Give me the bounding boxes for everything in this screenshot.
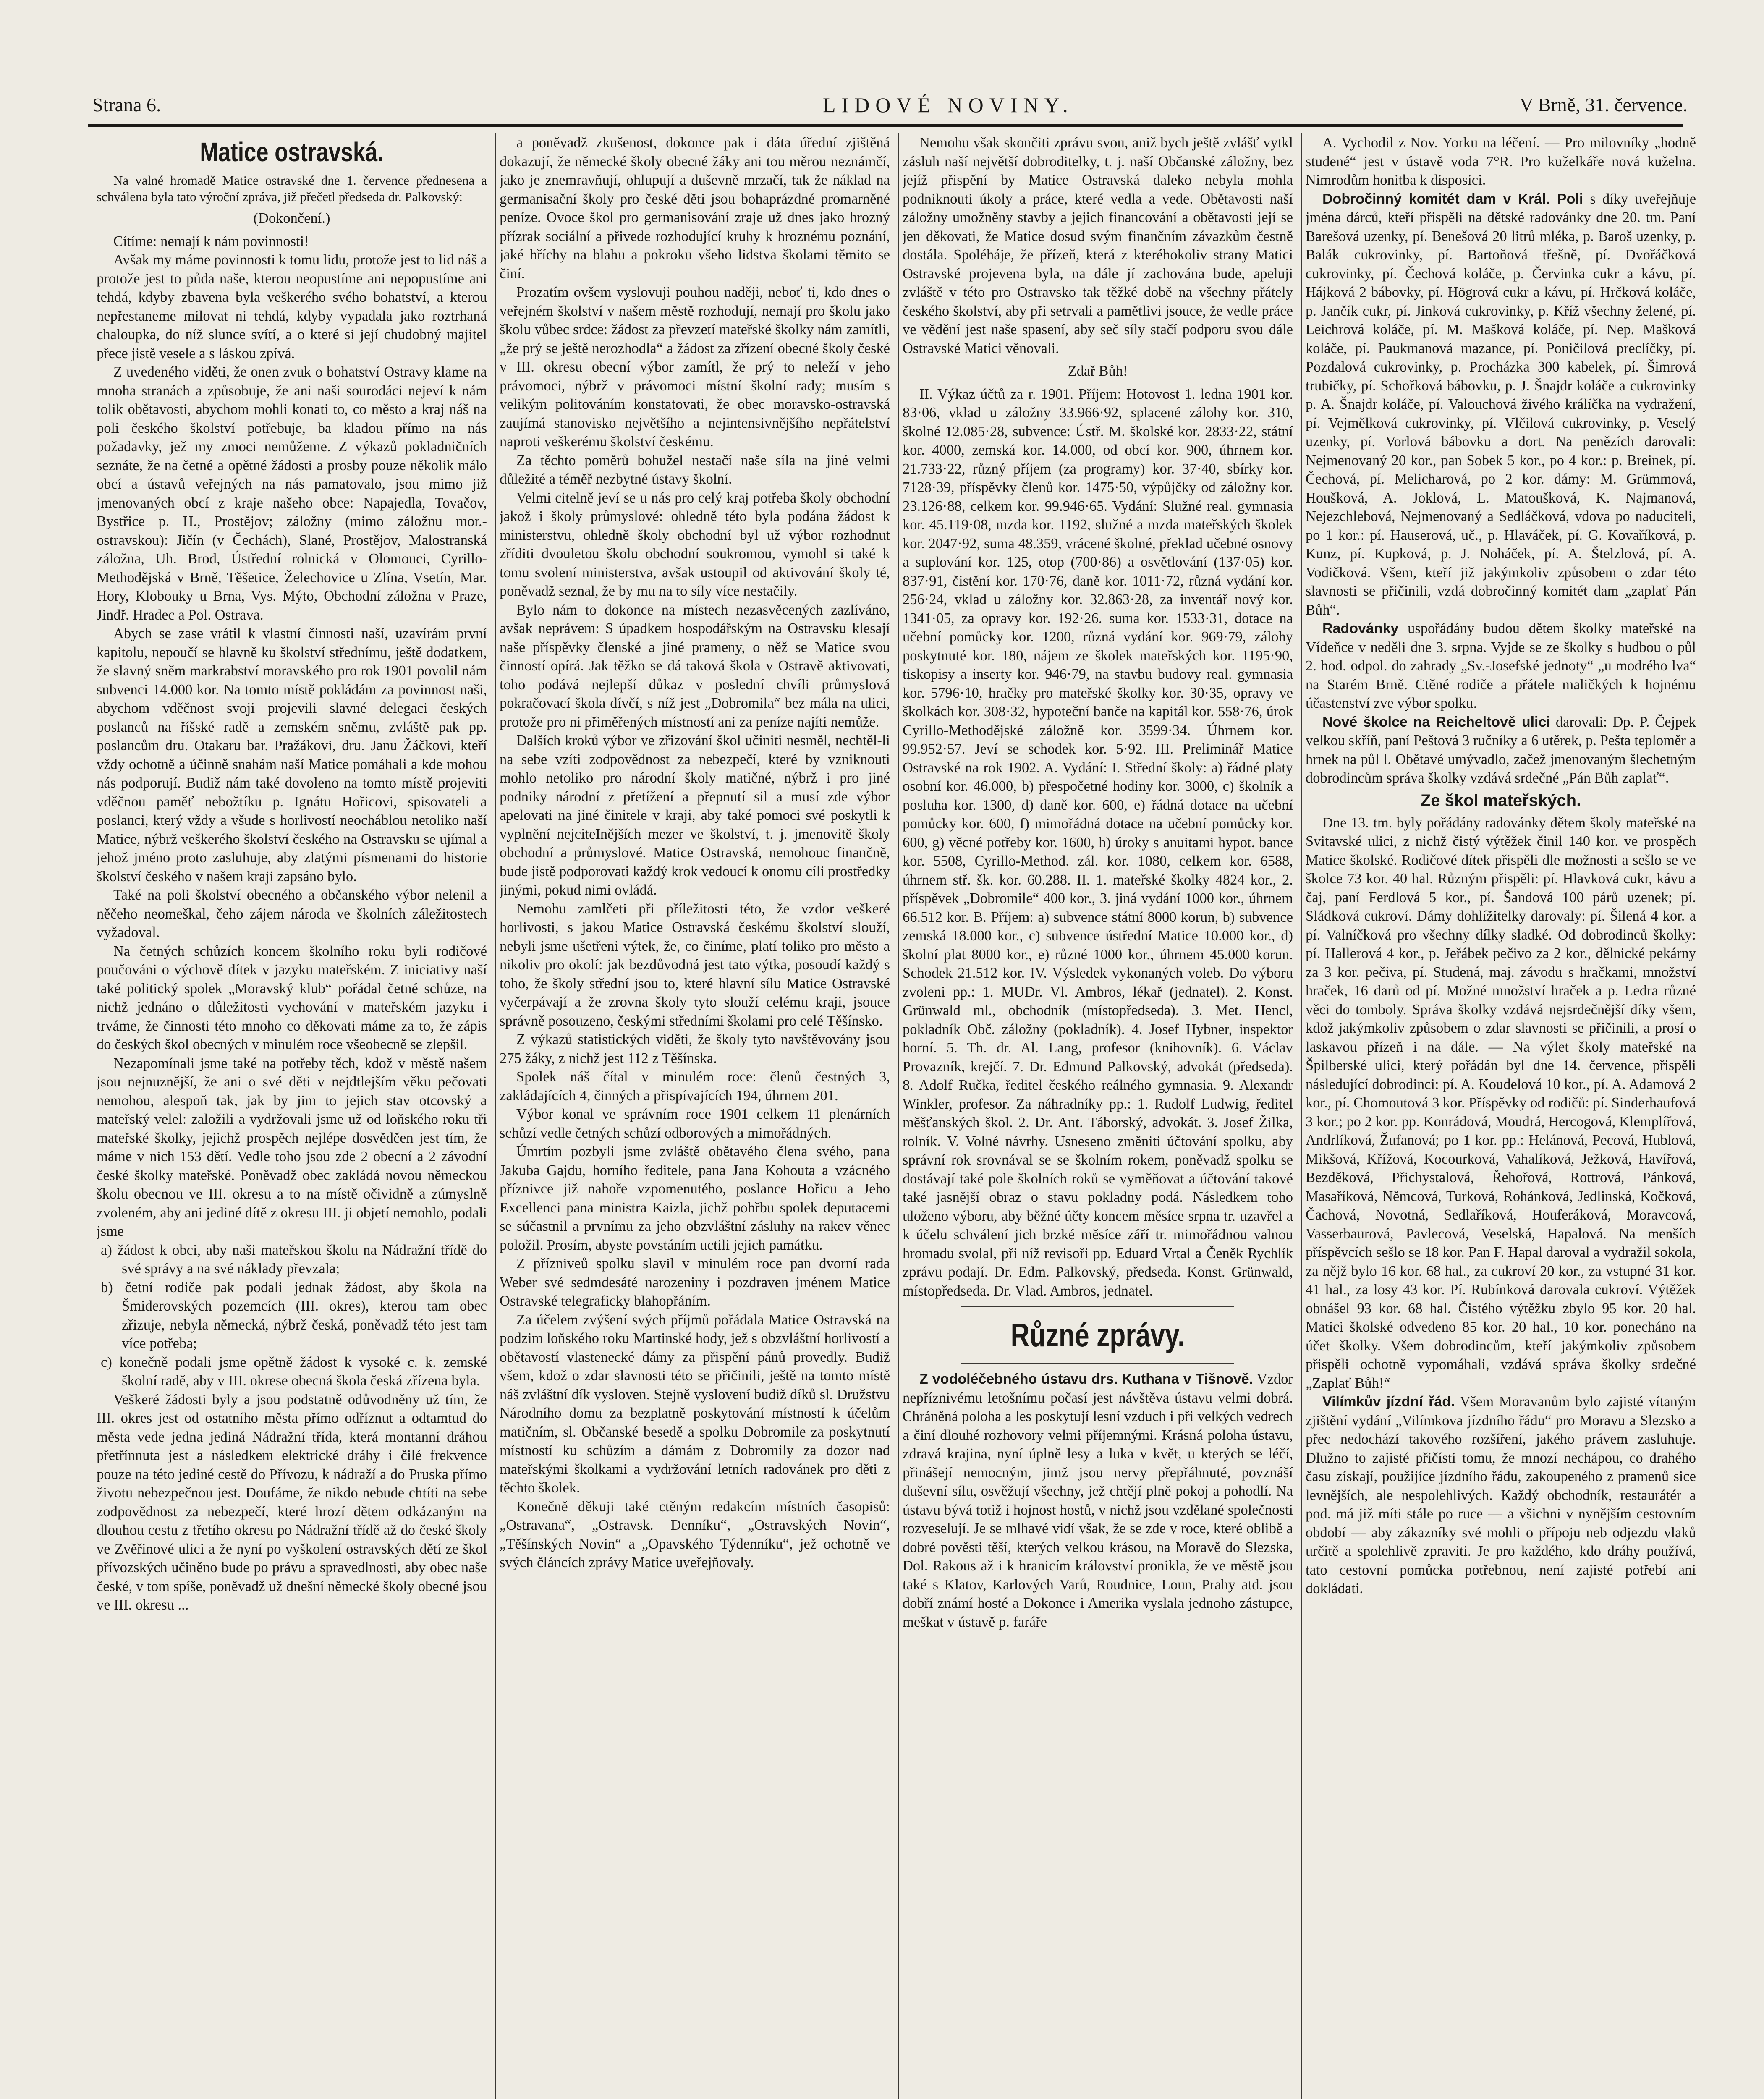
section-heading: Různé zprávy. (1010, 1316, 1185, 1353)
section-rule (961, 1363, 1234, 1364)
section-rule (961, 1306, 1234, 1307)
news-body: Vzdor nepříznivému letošnímu počasí jest návštěva ústavu velmi dobrá. Chráněná poloha a les poskytují lesní vzduch i při velkých vedrech a činí dlouhé rozhovory velmi příjemnými. Krásná poloha ústavu, zdravá krajina, nyní úplně lesy a luka v květ, u kterých se léčí, přinášejí nemocným, jimž jsou nervy přepřáhnuté, povznáší duševní sílu, osvěžují všechny, jež chtějí plně pokoj a pohodlí. Na ústavu bývá totiž i hojnost hostů, v nichž jsou vzdělané společnosti rozveselují. Je se mlhavé vidí však, že se zde v roce, které oblibě a dobré pověsti těší, kterých velkou krásou, na Moravě do Slezska, Dol. Rakous až i k hranicím království pronikla, že ve městě jsou také s Klatov, Karlových Varů, Roudnice, Loun, Prahy atd. jsou dobří známí hosté a Dokonce i Amerika vyslala jednoho zástupce, meškat v ústavě p. faráře (903, 1371, 1293, 1630)
news-body: darovali: Dp. P. Čejpek velkou skříň, paní Peštová 3 ručníky a 6 utěrek, p. Pešta teploměr a hrnek na půl l. Obětavé umývadlo, začež jmenovaným šlechetným dobrodincům správa školky vzdává srdečné „Pán Bůh zaplať“. (1306, 714, 1696, 786)
news-body: s díky uveřejňuje jména dárců, kteří přispěli na dětské radovánky dne 20. tm. Paní Barešová uzenky, pí. Benešová 20 litrů mléka, p. Baroš uzenky, p. Balák cukrovinky, pí. Bartoňová třešně, pí. Dvořáčková cukrovinky, pí. Čechová koláče, p. Červinka cukr a kávu, pí. Hájková 2 bábovky, pí. Högrová cukr a kávu, pí. Hrčková koláče, p. Jančík cukr, pí. Jinková cukrovinky, p. Kříž všechny želené, pí. Leichrová koláče, pí. M. Mašková koláče, pí. Nep. Mašková koláče, pí. Paukmanová mazance, pí. Poničilová preclíčky, pí. Pozdalová cukrovinky, p. Procházka 300 kabelek, pí. Šimrová trubičky, pí. Schořková bábovku, p. J. Šnajdr koláče a cukrovinky p. A. Šnajdr koláče, pí. Valouchová živého králíčka na vydražení, pí. Vejmělková cukrovinky, pí. Vlčilová cukrovinky, p. Veselý uzenky, pí. Vorlová bábovku a dort. Na penězích darovali: Nejmenovaný 20 kor., pan Sobek 5 kor., po 4 kor.: p. Breinek, pí. Čechová, pí. Melicharová, po 2 kor. dámy: M. Grümmová, Houšková, A. Joklová, L. Matoušková, K. Najmanová, Nejezchlebová, Nejmenovaný a Sedláčková, vdova po naduciteli, po 1 kor.: pí. Hauserová, uč., p. Hlaváček, pí. G. Kovaříková, p. Kunz, pí. Kupková, p. J. Noháček, pí. A. Štelzlová, pí. A. Vodičková. Všem, kteří již jakýmkoliv způsobem o zdar této slavnosti se přičinili, vzdá dobročinný komitét dam „zaplať Pán Bůh“. (1306, 191, 1696, 618)
news-headline: Ze škol mateřských. (1420, 791, 1581, 810)
paragraph: Na četných schůzích koncem školního roku byli rodičové poučováni o výchově dítek v jazyku mateřském. Z iniciativy naší také politický spolek „Moravský klub“ pořádal četné schůze, na nichž jednáno o důležitosti vychování v mateřském jazyku i trváme, že činnosti této mnoho co děkovati máme za to, že zápis do českých škol obecných v minulém roce všeobecně se zlepšil. (97, 943, 487, 1052)
paragraph: Spolek náš čítal v minulém roce: členů čestných 3, zakládajících 4, činných a přispívajících 194, úhrnem 201. (500, 1069, 890, 1104)
paragraph: Nezapomínali jsme také na potřeby těch, kdož v městě našem jsou nejnuznější, že ani o své děti v nejdtlejším věku pečovati nemohou, alespoň tak, jak by jim to jejich stav otcovský a mateřský velel: založili a vydržovali jsme už od loňského roku tři mateřské školky, jejichž prospěch nejlépe dosvědčen jest tím, že máme v nich 153 dětí. Vedle toho jsou zde 2 obecní a 2 závodní české školky mateřské. Poněvadž obec zakládá novou německou školu obecnou ve III. okresu a to na místě očividně a zúmyslně zvoleném, aby ani jediné dítě z okresu III. ji objetí nemohlo, podali jsme (97, 1055, 487, 1239)
list-item: a) žádost k obci, aby naši mateřskou školu na Nádražní třídě do své správy a na své náklady převzala; (101, 1242, 487, 1277)
paragraph: II. Výkaz účtů za r. 1901. Příjem: Hotovost 1. ledna 1901 kor. 83·06, vklad u záložny 33.966·92, splacené zálohy kor. 310, školné 12.085·28, subvence: Ústř. M. školské kor. 2833·22, státní kor. 4000, zemská kor. 14.000, od obcí kor. 900, úhrnem kor. 21.733·22, různý příjem (za programy) kor. 37·40, sbírky kor. 7128·39, příspěvky členů kor. 1475·50, výpůjčky od záložny kor. 23.126·88, celkem kor. 99.946·65. Vydání: Služné real. gymnasia kor. 45.119·08, mzda kor. 1192, služné a mzda mateřských školek kor. 2047·92, suma 48.359, vrácené školné, překlad učebné osnovy a suplování kor. 125, otop (700·86) a osvětlování (137·05) kor. 837·91, čistění kor. 170·76, daně kor. 1011·72, různá vydání kor. 256·24, vklad u záložny kor. 32.863·28, za inventář nový kor. 1341·05, za opravy kor. 192·26. suma kor. 1533·31, dotace na učební pomůcky kor. 1200, různá vydání kor. 969·79, zálohy poskytnuté kor. 180, nájem ze školek mateřských kor. 1195·90, tiskopisy a inserty kor. 946·79, na stavbu budovy real. gymnasia kor. 5796·10, hračky pro mateřské školky kor. 30·35, opravy ve školkách kor. 308·32, hypoteční banče na kapitál kor. 558·76, úrok Cyrillo-Methodějské záložně kor. 3599·34. Úhrnem kor. 99.952·57. Jeví se schodek kor. 5·92. III. Preliminář Matice Ostravské na rok 1902. A. Vydání: I. Střední školy: a) řádné platy osobní kor. 46.000, b) přespočetné hodiny kor. 3000, c) školník a posluha kor. 1300, d) daně kor. 600, e) řádná dotace na učební pomůcky kor. 600, f) mimořádná dotace na učební pomůcky kor. 600, g) věcné potřeby kor. 1600, h) úroky s anuitami hypot. bance kor. 5508, Cyrillo-Method. zál. kor. 1080, celkem kor. 6588, úhrnem stř. šk. kor. 60.288. II. 1. mateřské školky 4824 kor., 2. příspěvek „Dobromile“ 400 kor., 3. jiná vydání 1000 kor., úhrnem 66.512 kor. B. Příjem: a) subvence státní 8000 korun, b) subvence zemská 18.000 kor., c) subvence ústřední Matice 10.000 kor., d) školní plat 8000 kor., e) různé 1000 kor., úhrnem 45.000 korun. Schodek 21.512 kor. IV. Výsledek vykonaných voleb. Do výboru zvoleni pp.: 1. MUDr. Vl. Ambros, lékař (jednatel). 2. Konst. Grünwald ml., obchodník (místopředseda). 3. Met. Hencl, pokladník Obč. záložny (pokladník). 4. Josef Hybner, inspektor horní. 5. Th. dr. Al. Lang, profesor (knihovník). 6. Václav Provazník, krejčí. 7. Dr. Edmund Palkovský, advokát (předseda). 8. Adolf Ručka, ředitel českého reálného gymnasia. 9. Alexandr Winkler, profesor. Za náhradníky pp.: 1. Rudolf Ludwig, ředitel měšťanských škol. 2. Dr. Ant. Táborský, advokát. 3. Josef Žilka, rolník. V. Volné návrhy. Usneseno změniti účtování spolku, aby správní rok srovnával se se školním rokem, poněvadž spolku se dostávají také pole školních roků se vyměňovat a účtování takové také jasnější obraz o stavu pokladny podá. Následkem toho uloženo výboru, aby běžné účty koncem měsíce srpna tr. uzavřel a k účelu schválení jich brzké měsíce září tr. mimořádnou valnou hromadu svolal, při níž revisoři pp. Eduard Vrtal a Čeněk Rychlík zprávu podají. Dr. Edm. Palkovský, předseda. Konst. Grünwald, místopředseda. Dr. Vlad. Ambros, jednatel. (903, 386, 1293, 1299)
news-body: Všem Moravanům bylo zajisté vítaným zjištění vydání „Vilímkova jízdního řádu“ pro Moravu a Slezsko a přec nedochází takového rozšíření, jakého právem zasluhuje. Dlužno to zajisté přičísti tomu, že mnozí nechápou, co drahého času získají, použijíce jízdního řádu, zakoupeného z pramenů sice levnějších, ale nespolehlivých. Každý obchodník, restaurátér a pod. má již míti stále po ruce — a všichni v nynějším cestovním období — aby zákazníky své mohli o přípoju neb odjezdu vlaků určitě a spolehlivě zpraviti. Je pro každého, kdo dráhy používá, tato cestovní pomůcka potřebnou, není zajisté potřebí ani dokládati. (1306, 1394, 1696, 1596)
paragraph: Prozatím ovšem vyslovuji pouhou naději, neboť ti, kdo dnes o veřejném školství v našem městě rozhodují, nemají pro školu jako školu vůbec srdce: žádost za převzetí mateřské školky nám zamítli, „že prý se ještě nerozhodla“ a žádost za zřízení obecné školy české v III. okresu obecní výbor zamítl, že prý to neleží v jeho právomoci, nýbrž v právomoci místní školní rady; musím s velikým politováním konstatovati, že obec moravsko-ostravská zaujímá stanovisko největšího a nejintensivnějšího nepřátelství naproti veškerému školství českému. (500, 284, 890, 450)
paragraph: Z přízniveů spolku slavil v minulém roce pan dvorní rada Weber své sedmdesáté narozeniny i pozdraven jménem Matice Ostravské telegraficky blahopřáním. (500, 1256, 890, 1309)
paragraph: Výbor konal ve správním roce 1901 celkem 11 plenárních schůzí vedle četných schůzí odborových a mimořádných. (500, 1106, 890, 1141)
paragraph: Avšak my máme povinnosti k tomu lidu, protože jest to lid náš a protože jest to půda naše, kterou neopustíme ani nepopustíme ani tehdá, kdyby zbavena byla veškerého svého bohatství, a kterou nepřestaneme milovat ni tehdá, kdyby vypadala jako roztrhaná chaloupka, do níž slunce svítí, a o které si její chudobný majitel přece jistě vesele a s láskou zpívá. (97, 252, 487, 361)
paragraph: Abych se zase vrátil k vlastní činnosti naší, uzavírám první kapitolu, nepoučí se hlavně ku školství střednímu, ještě dodatkem, že slavný sněm markrabství moravského pro rok 1901 povolil nám subvenci 14.000 kor. Na tomto místě pokládám za povinnost naši, abychom vděčnost svoji projevili slavné delegaci českých poslanců na říšské radě a zemském sněmu, zvláště pak pp. poslancům dru. Otakaru bar. Pražákovi, dru. Janu Žáčkovi, kteří vždy ochotně a účinně snahám naší Matice pomáhali a kde mohou nás podporují. Budiž nám také dovoleno na tomto místě projeviti vděčnou paměť nebožtíku p. Ignátu Hořicovi, spisovateli a poslanci, který vždy a všude s horlivostí neocháblou netoliko naší Matice, nýbrž veškerého školství českého na Ostravsku se ujímal a jehož jméno proto zasluhuje, aby zlatými písmenami do historie školství českého v našem kraji zapsáno bylo. (97, 626, 487, 885)
article-lede: Na valné hromadě Matice ostravské dne 1. července přednesena a schválena byla tato výroční zpráva, již přečetl předseda dr. Palkovský: (97, 173, 487, 204)
continuation-note: (Dokončení.) (253, 210, 330, 226)
list-item: b) četní rodiče pak podali jednak žádost, aby škola na Šmiderovských pozemcích (III. okres), kterou tam obec zřizuje, nebyla německá, nýbrž česká, poněvadž této jest tam více potřeba; (101, 1279, 487, 1351)
paragraph: Konečně děkuji také ctěným redakcím místních časopisů: „Ostravana“, „Ostravsk. Denníku“, „Ostravských Novin“, „Těšínských Novin“ a „Opavského Týdenníku“, jež ochotně ve svých článcích zprávy Matice uveřejňovaly. (500, 1498, 890, 1570)
paragraph: Bylo nám to dokonce na místech nezasvěcených zazlíváno, avšak neprávem: S úpadkem hospodářským na Ostravsku klesají naše příspěvky členské a jiné prameny, o něž se Matice svou činností opírá. Jak těžko se dá taková škola v Ostravě aktivovati, toho podává nejlepší důkaz v poslední chvíli průmyslová pokračovací škola dívčí, s níž jest „Dobromila“ bez mála na ulici, protože pro ni přiměřených místností ani za peníze najíti nemůže. (500, 602, 890, 730)
paragraph: Cítíme: nemají k nám povinnosti! (113, 233, 309, 249)
page-number: Strana 6. (92, 94, 161, 115)
paragraph: A. Vychodil z Nov. Yorku na léčení. — Pro milovníky „hodně studené“ jest v ústavě voda 7°R. Pro kuželkáře nová kuželna. Nimrodům honitba k disposici. (1306, 135, 1696, 188)
paragraph: Veškeré žádosti byly a jsou podstatně odůvodněny už tím, že III. okres jest od ostatního města přímo odříznut a odtamtud do města vede jedna jediná Nádražní třída, která montanní dráhou přetřínnuta jest a následkem elektrické dráhy i čilé frekvence pouze na této jediné cestě do Přívozu, k nádraží a do Pruska přímo životu nebezpečnou jest. Doufáme, že nikdo nebude chtíti na sebe zodpovědnost za nebezpečí, které hrozí dětem odkázaným na dlouhou cestu z třetího okresu po Nádražní třídě až do české školy ve Zvěřinové ulici a že nyní po vyškolení ostravských dětí ze škol přívozských učiněno bude po právu a spravedlnosti, aby obec naše české, v tom spíše, poněvadž už dnešní německé školy obecné jsou ve III. okresu ... (97, 1391, 487, 1613)
masthead: LIDOVÉ NOVINY. (823, 93, 1074, 117)
paragraph: Zdař Bůh! (1068, 363, 1128, 379)
news-headline: Nové školce na Reicheltově ulici (1322, 714, 1550, 730)
news-headline: Z vodoléčebného ústavu drs. Kuthana v Tišnově. (919, 1371, 1254, 1387)
column-divider (495, 133, 496, 2099)
paragraph: Za účelem zvýšení svých příjmů pořádala Matice Ostravská na podzim loňského roku Martinské hody, jež s obzvláštní horlivostí a obětavostí vlastenecké dámy za přispění pánů provedly. Budiž všem, kdož o zdar slavnosti této se přičinili, ještě na tomto místě náš zvláštní dík vysloven. Stejně vyslovení budiž díků sl. Družstvu Národního domu za bezplatně poskytování místností k účelům matičním, sl. Občanské besedě a spolku Dobromile za poskytnutí místností ku schůzím a dámám z Dobromily za dozor nad mateřskými školkami a vydržování letních radovánek pro děti z těchto školek. (500, 1311, 890, 1496)
column-3 (903, 133, 1293, 2099)
dateline: V Brně, 31. července. (1519, 94, 1688, 115)
news-headline: Dobročinný komitét dam v Král. Poli (1322, 191, 1583, 207)
column-4 (1306, 133, 1696, 2099)
list-item: c) konečně podali jsme opětně žádost k vysoké c. k. zemské školní radě, aby v III. okrese obecná škola česká zřízena byla. (101, 1354, 487, 1389)
news-body: Dne 13. tm. byly pořádány radovánky dětem školy mateřské na Svitavské ulici, z nichž čistý výtěžek činil 140 kor. ve prospěch Matice školské. Rodičové dítek přispěli dle možnosti a sešlo se ve školce 73 kor. 40 hal. Různým přispěli: pí. Hlavková cukr, kávu a čaj, paní Ferdlová 5 kor., pí. Šandová 100 párů uzenek; pí. Sládková cukroví. Dámy dohlížitelky darovaly: pí. Šilená 4 kor. a pí. Valníčková pro všechny dílky sladké. Od dobrodinců školky: pí. Hallerová 4 kor., p. Jeřábek pečivo za 2 kor., dělnické pekárny za 3 kor. pečiva, pí. Studená, maj. závodu s hračkami, množství hraček, 16 darů od pí. Možné množství hraček a p. Ledra různé věci do tomboly. Správa školky vzdává nejsrdečnější díky všem, kdož jakýmkoliv způsobem o zdar slavnosti se přičinili, a prosí o laskavou přízeň i na dále. — Na výlet školy mateřské na Špilberské ulici, který pořádán byl dne 14. července, přispěli následující dobrodinci: pí. A. Koudelová 10 kor., pí. A. Adamová 2 kor., pí. Chomoutová 3 kor. Příspěvky od rodičů: pí. Sinderhaufová 3 kor.; po 2 kor. pp. Konrádová, Moudrá, Hercogová, Klemplířová, Andrlíková, Žufanová; po 1 kor. pp.: Helánová, Pecová, Hublová, Mikšová, Křížová, Kocourková, Vahalíková, Ježková, Havířová, Bezděková, Přichystalová, Řehořová, Rottrová, Pánková, Masaříková, Němcová, Turková, Rohánková, Jedlinská, Kočková, Čachová, Novotná, Sedlaříková, Houferáková, Moravcová, Vasserbaurová, Pavlecová, Veselská, Hapalová. Na menších příspěvcích sešlo se 18 kor. Pan F. Hapal daroval a vydražil sokola, za nějž bylo 16 kor. 68 hal., za cukroví 20 kor., za vstupné 31 kor. 41 hal., za losy 43 kor. Pí. Rubínková darovala cukroví. Výtěžek obnášel 93 kor. 68 hal. Čistého výtěžku zbylo 95 kor. 20 hal. Matici školské odvedeno 85 kor. 20 hal., 10 kor. ponecháno na účet školky. Všem dobrodincům, kteří jakýmkoliv způsobem přispěli ochotně vypomáhali, vzdává správa školky srdečné „Zaplať Bůh!“ (1306, 814, 1696, 1391)
paragraph: Dalších kroků výbor ve zřizování škol učiniti nesměl, nechtěl-li na sebe vzíti zodpovědnost za nebezpečí, které by vzniknouti mohlo netoliko pro národní školy matičné, nýbrž i pro jiné podniky národní z přetížení a přepnutí sil a musí zde výbor apelovati na jiné činitele v kraji, aby také pomoci své poskytli k vyplnění nejciteInějších mezer ve školství, t. j. jmenovitě školy obchodní a průmyslové. Matice Ostravská, nemohouc finančně, bude jistě podporovati každý krok vedoucí k onomu cíli prostředky jinými, pokud nimi ovládá. (500, 733, 890, 898)
paragraph: a poněvadž zkušenost, dokonce pak i dáta úřední zjištěná dokazují, že německé školy obecné žáky ani tou měrou neznámčí, jako je znemravňují, ohlupují a duševně mrzačí, tak že náklad na germanisační školy pro české děti jsou bohaprázdné promarněné peníze. Ovoce škol pro germanisování zraje už dnes jako hrozný přízrak sociální a přivede rozhodující kruhy k hroznému poznání, jaké hříchy na blahu a pokroku všeho lidstva školami těmito se činí. (500, 135, 890, 282)
article-heading: Matice ostravská. (200, 137, 384, 167)
news-body: uspořádány budou dětem školky mateřské na Vídeňce v neděli dne 3. srpna. Vyjde se ze školky s hudbou o půl 2. hod. odpol. do zahrady „Sv.-Josefské jednoty“ „u modrého lva“ na Starém Brně. Ctěné rodiče a přátele maličkých k hojnému účastenství zve výbor spolku. (1306, 620, 1696, 711)
news-headline: Radovánky (1322, 620, 1399, 636)
paragraph: Nemohu zamlčeti při příležitosti této, že vzdor veškeré horlivosti, s jakou Matice Ostravská českému školství slouží, nebyli jsme ušetřeni výtek, že, co činíme, platí toliko pro město a nikoliv pro okolí: jak bezdůvodná jest tato výtka, posoudí každý s toho, že školy střední jsou to, které hlavní sílu Matice Ostravské vyčerpávají a že zrovna školy tyto slouží celému kraji, jsouce správně posouzeno, českými středními školami pro celé Těšínsko. (500, 900, 890, 1029)
header-rule (88, 124, 1683, 127)
column-2 (500, 133, 890, 2099)
paragraph: Nemohu však skončiti zprávu svou, aniž bych ještě zvlášť vytkl zásluh naší největší dobroditelky, t. j. naší Občanské záložny, bez jejíž přispění by Matice Ostravská daleko nebyla mohla podniknouti úkoly a práce, které vedla a vede. Obětavosti naší záložny umožněny stavby a jejich financování a obětavosti její se jen děkovati, že Matice dosud svým finančním závazkům čestně dostála. Spoléháje, že přízeň, která z kteréhokoliv strany Matici Ostravské projevena byla, na dále jí zachována bude, apeluji zvláště v této pro Ostravsko tak těžké době na všechny přátely českého školství, aby při setrvali a pamětlivi jsouce, že vedle práce ve vědění jest naše spasení, aby seč síly stačí podporu svou dále Ostravské Matici věnovali. (903, 135, 1293, 356)
column-divider (898, 133, 899, 2099)
news-headline: Vilímkův jízdní řád. (1322, 1394, 1455, 1410)
paragraph: Za těchto poměrů bohužel nestačí naše síla na jiné velmi důležité a téměř nezbytné ústavy školní. (500, 452, 890, 487)
paragraph: Z uvedeného viděti, že onen zvuk o bohatství Ostravy klame na mnoha stranách a způsobuje, že ani naši sourodáci nejeví k nám tolik obětavosti, abychom mohli konati to, co město a kraj náš na poli českého školství potřebuje, ba kladou přímo na nás požadavky, jež my zmoci nemůžeme. Z výkazů pokladničních seznáte, že na četné a opětné žádosti a prosby pouze několik málo obcí a ústavů veřejných na nás pamatovalo, jsou mimo již jmenovaných obcí z kraje našeho obce: Napajedla, Tovačov, Bystřice p. H., Prostějov; záložny (mimo záložnu mor.-ostravskou): Jičín (v Čechách), Slané, Prostějov, Malostranská záložna, Uh. Brod, Ústřední rolnická v Olomouci, Cyrillo-Methodějská v Brně, Těšetice, Želechovice u Zlína, Vsetín, Mar. Hory, Klobouky u Brna, Vys. Mýto, Obchodní záložna v Praze, Jindř. Hradec a Pol. Ostrava. (97, 364, 487, 623)
paragraph: Také na poli školství obecného a občanského výbor nelenil a něčeho neomeškal, čeho zájem národa ve školních záležitostech vyžadoval. (97, 887, 487, 940)
column-divider (1301, 133, 1302, 2099)
paragraph: Úmrtím pozbyli jsme zvláště obětavého člena svého, pana Jakuba Gajdu, horního ředitele, pana Jana Kohouta a vzácného příznivce již nahoře vzpomenutého, poslance Hořicu a Jeho Excellenci pana ministra Kaizla, jichž pohřbu spolek deputacemi se súčastnil a prvnímu za jeho obzvláštní zásluhy na rakev věnec položil. Prosím, abyste povstáním uctili jejich památku. (500, 1144, 890, 1253)
page-header (84, 88, 1688, 122)
paragraph: Velmi citelně jeví se u nás pro celý kraj potřeba školy obchodní jakož i školy průmyslové: ohledně této byla podána žádost k ministerstvu, ohledně školy obchodní byl už výbor rozhodnut zříditi dvouletou školu obchodní soukromou, vymohl si také k tomu svolení ministerstva, avšak ustoupil od aktivování školy té, poněvadž seznal, že by mu na to síly více nestačily. (500, 489, 890, 599)
column-1 (97, 133, 487, 2099)
paragraph: Z výkazů statistických viděti, že školy tyto navštěvovány jsou 275 žáky, z nichž jest 112 z Těšínska. (500, 1031, 890, 1066)
